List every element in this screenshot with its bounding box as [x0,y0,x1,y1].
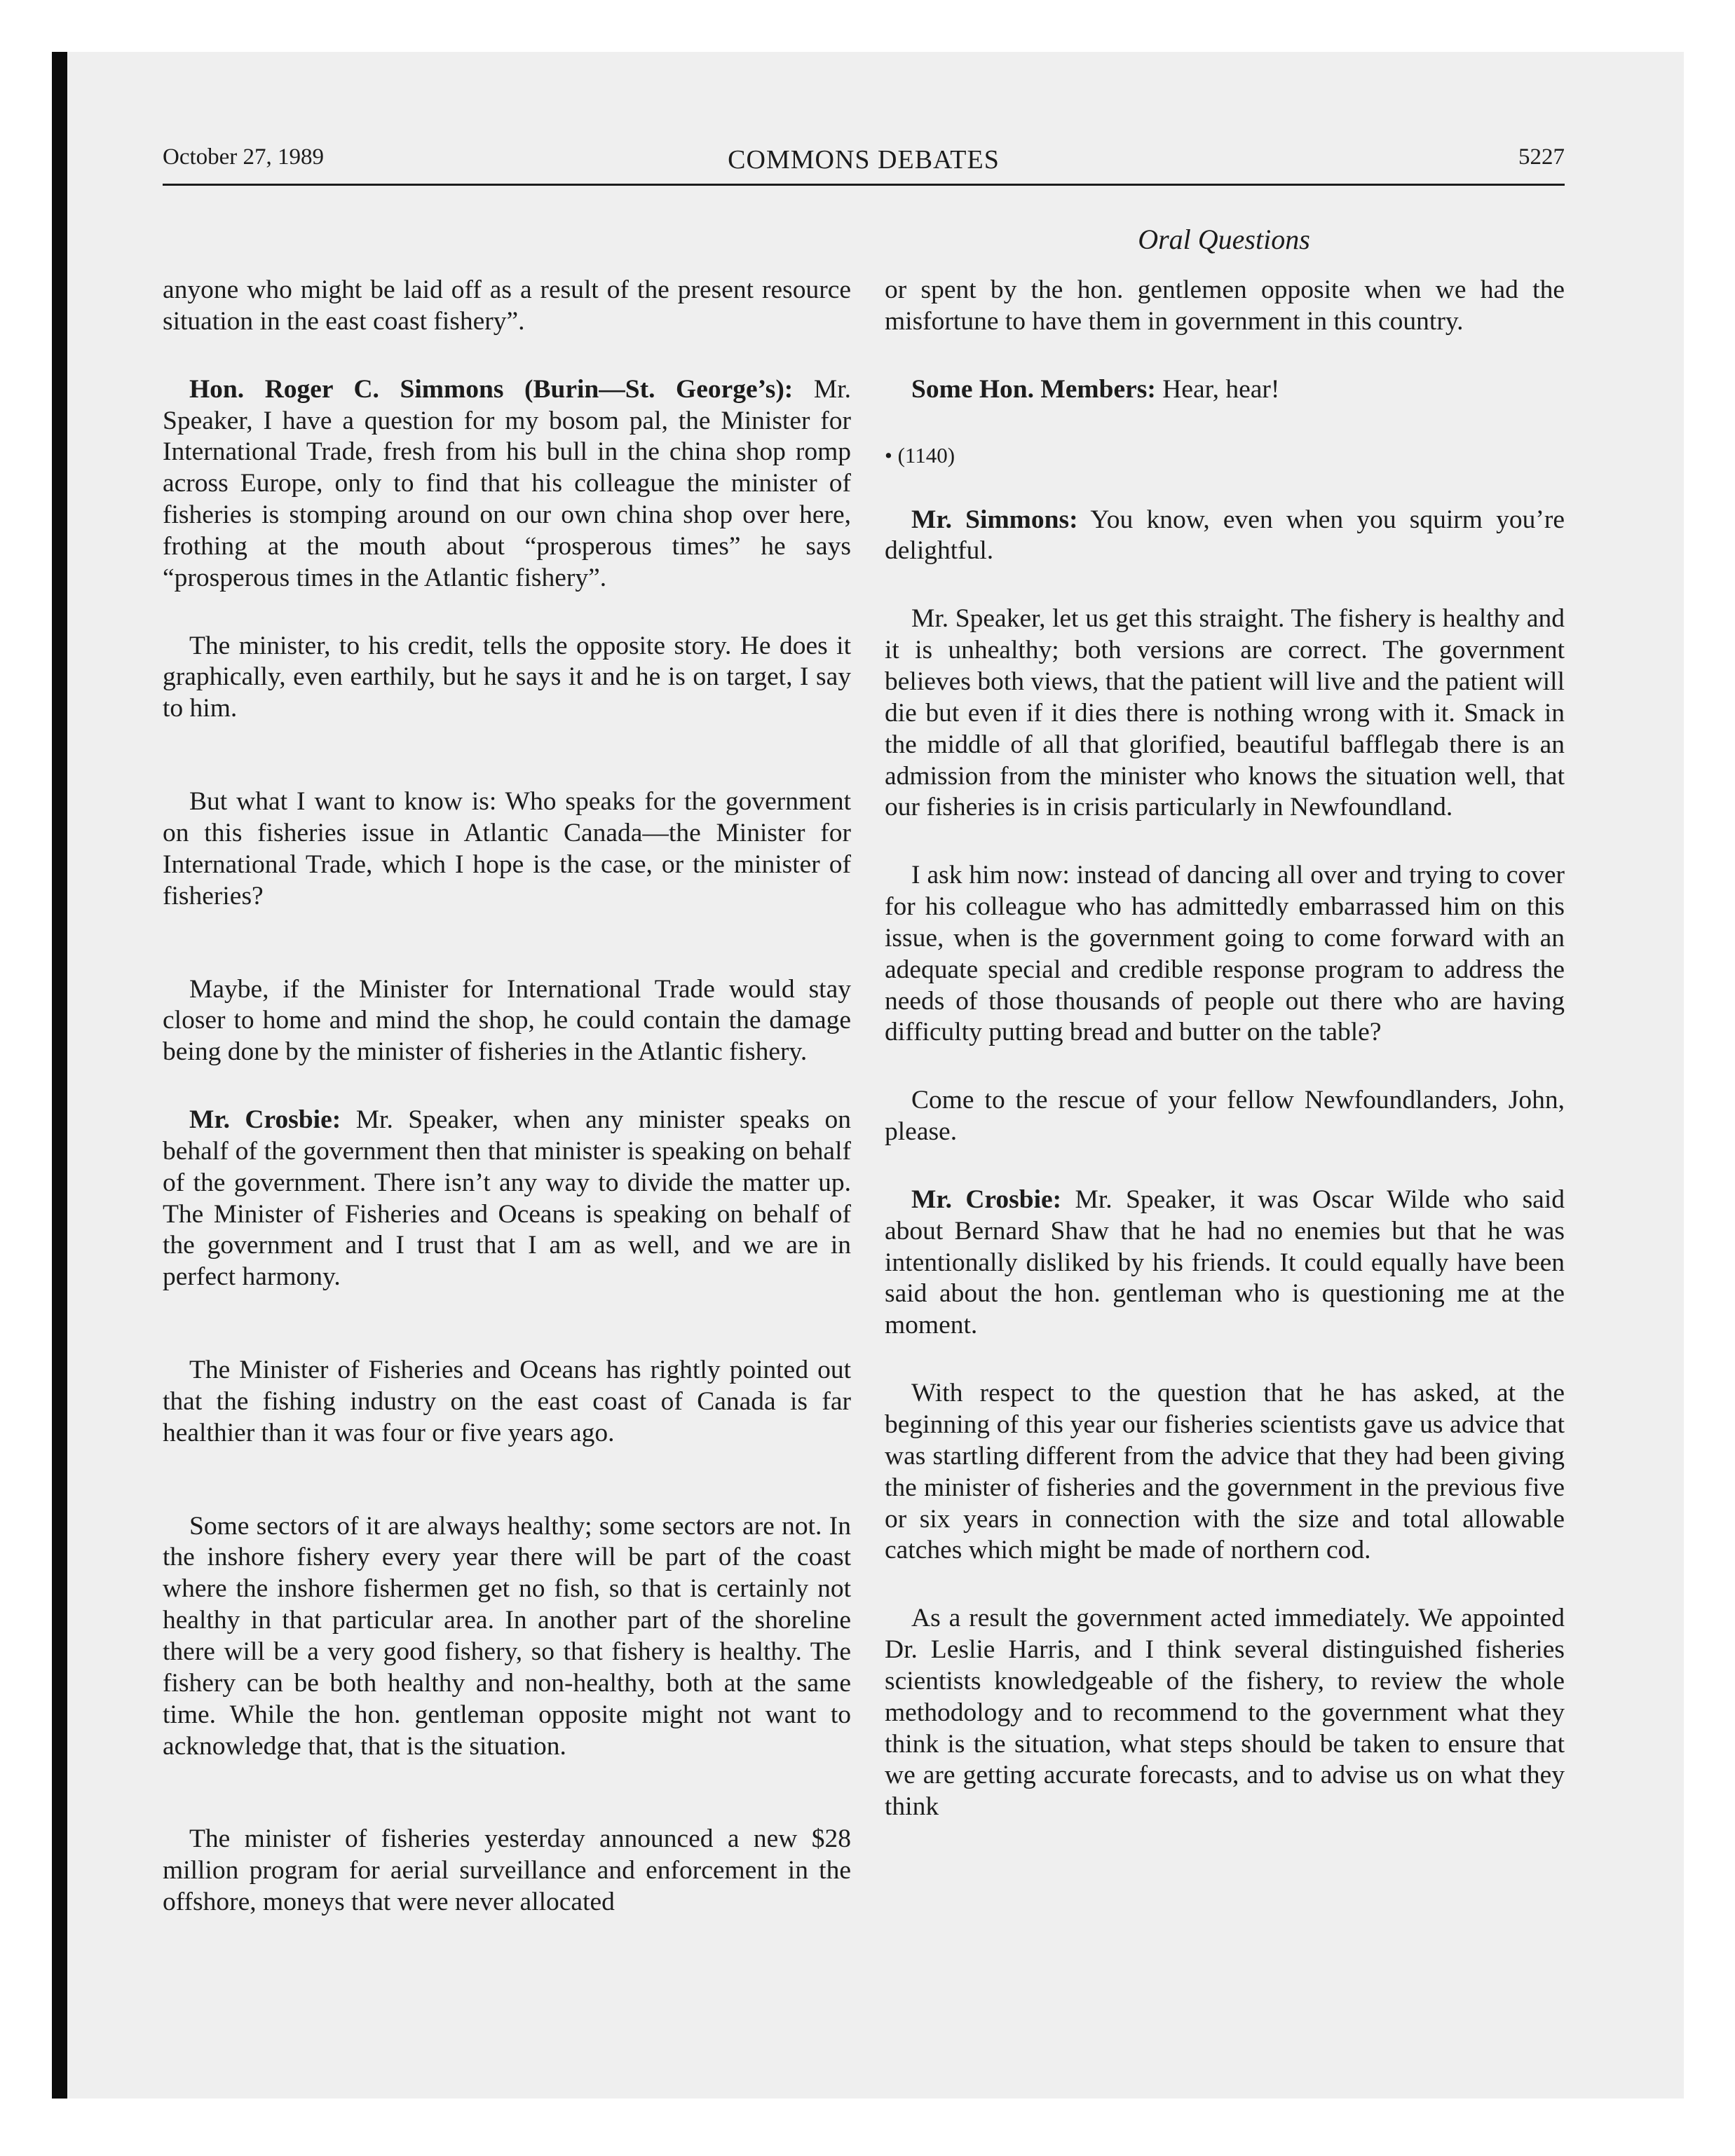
paragraph: As a result the government acted immediately. We appointed Dr. Leslie Harris, and I think several distinguished fisheries scientists knowledgeable of the fishery, to review the whole methodology and to recommend to the government what they think is the situation, what steps should be taken to ensure that we are getting accurate forecasts, and to advise us on what they think [885,1604,1565,1822]
page-header [163,137,1565,181]
speaker-name: Some Hon. Members: [911,374,1156,404]
left-column [163,275,851,1955]
header-date: October 27, 1989 [163,144,325,170]
speaker-name: Mr. Crosbie: [911,1185,1062,1214]
paragraph: or spent by the hon. gentlemen opposite when we had the misfortune to have them in government in this country. [885,275,1565,336]
speaker-name: Mr. Crosbie: [189,1105,341,1135]
paragraph: Some sectors of it are always healthy; some sectors are not. In the inshore fishery every year there will be part of the coast where the inshore fishermen get no fish, so that is certainly not healthy in that particular area. In another part of the shoreline there will be a very good fishery, so that fishery is healthy. The fishery can be both healthy and non-healthy, both at the same time. While the hon. gentleman opposite might not want to acknowledge that, that is the situation. [163,1511,851,1761]
speaker-name: Hon. Roger C. Simmons (Burin—St. George’s): [189,374,794,404]
scan-edge-shadow [52,52,67,2099]
time-marker: • (1140) [885,442,955,468]
speech-paragraph: Mr. Simmons: You know, even when you squirm you’re delightful. [885,505,1565,566]
paragraph: anyone who might be laid off as a result of the present resource situation in the east coast fishery”. [163,275,851,336]
header-rule [163,184,1565,186]
paragraph: The minister, to his credit, tells the opposite story. He does it graphically, even earthily, but he says it and he is on target, I say to him. [163,631,851,723]
paragraph: With respect to the question that he has asked, at the beginning of this year our fisheries scientists gave us advice that was startling different from the advice that they had been giving the minister of fisheries and the government in the previous five or six years in connection with the size and total allowable catches which might be made of northern cod. [885,1379,1565,1565]
section-title: Oral Questions [1138,224,1310,255]
speaker-name: Mr. Simmons: [911,505,1078,534]
paragraph: Maybe, if the Minister for International Trade would stay closer to home and mind the shop, he could contain the damage being done by the minister of fisheries in the Atlantic fishery. [163,974,851,1067]
header-page-number: 5227 [1518,144,1565,170]
paragraph: I ask him now: instead of dancing all over and trying to cover for his colleague who has admittedly embarrassed him on this issue, when is the government going to come forward with an adequate special and credible response program to address the needs of those thousands of people out there who are having difficulty putting bread and butter on the table? [885,861,1565,1047]
speech-paragraph: Some Hon. Members: Hear, hear! [911,374,1280,404]
paragraph: But what I want to know is: Who speaks for the government on this fisheries issue in Atlantic Canada—the Minister for International Trade, which I hope is the case, or the minister of fisheries? [163,787,851,910]
speech-paragraph: Mr. Crosbie: Mr. Speaker, it was Oscar Wilde who said about Bernard Shaw that he had no enemies but that he was intentionally disliked by his friends. It could equally have been said about the hon. gentleman who is questioning me at the moment. [885,1185,1565,1340]
paragraph: The minister of fisheries yesterday announced a new $28 million program for aerial surveillance and enforcement in the offshore, moneys that were never allocated [163,1824,851,1917]
header-title: COMMONS DEBATES [728,145,1000,175]
paragraph: Mr. Speaker, let us get this straight. The fishery is healthy and it is unhealthy; both versions are correct. The government believes both views, that the patient will live and the patient will die but even if it dies there is nothing wrong with it. Smack in the middle of all that glorified, beautiful bafflegab there is an admission from the minister who knows the situation well, that our fisheries is in crisis particularly in Newfoundland. [885,604,1565,822]
speech-paragraph: Mr. Crosbie: Mr. Speaker, when any minister speaks on behalf of the government then that minister is speaking on behalf of the government. There isn’t any way to divide the matter up. The Minister of Fisheries and Oceans is speaking on behalf of the government and I trust that I am as well, and we are in perfect harmony. [163,1105,851,1292]
paragraph: The Minister of Fisheries and Oceans has rightly pointed out that the fishing industry on the east coast of Canada is far healthier than it was four or five years ago. [163,1356,851,1447]
right-column [885,275,1565,1860]
paragraph: Come to the rescue of your fellow Newfoundlanders, John, please. [885,1086,1565,1147]
speech-paragraph: Hon. Roger C. Simmons (Burin—St. George’s): Mr. Speaker, I have a question for my bosom pal, the Minister for International Trade, fresh from his bull in the china shop romp across Europe, only to find that his colleague the minister of fisheries is stomping around on our own china shop over here, frothing at the mouth about “prosperous times” he says “prosperous times in the Atlantic fishery”. [163,374,851,592]
